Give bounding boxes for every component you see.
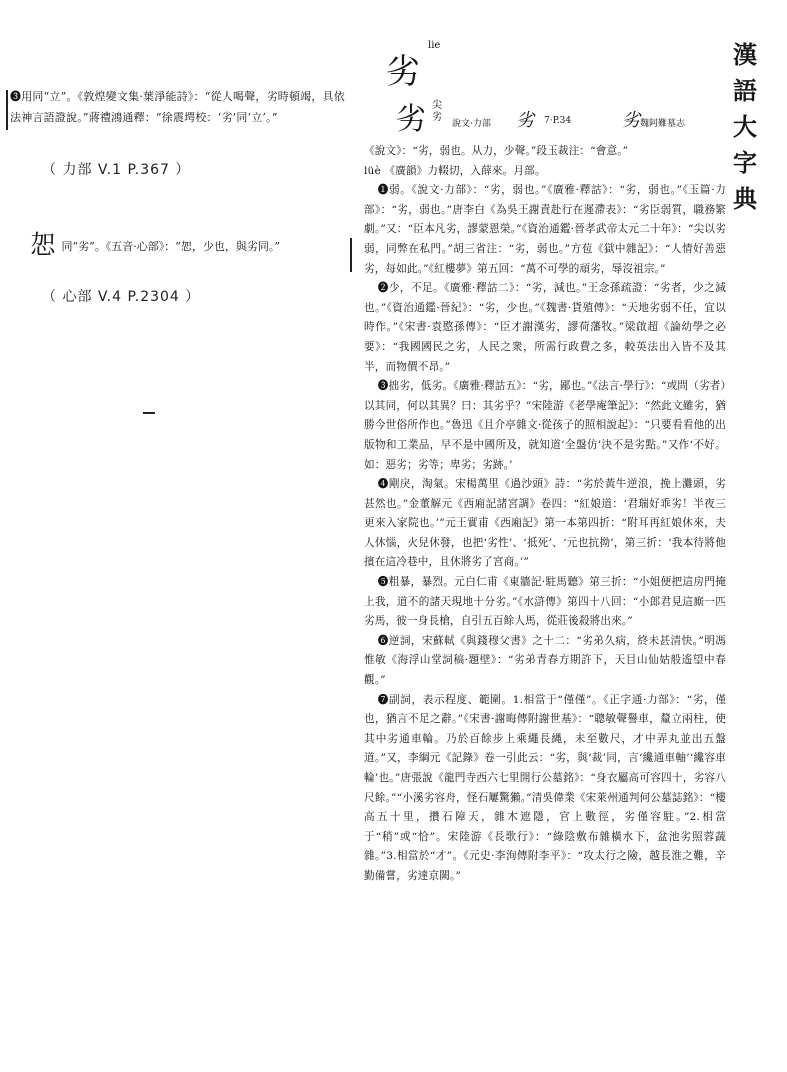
headword-second: 劣 xyxy=(396,102,426,137)
margin-line xyxy=(350,238,352,272)
clipping-xin-bu xyxy=(30,231,340,261)
source-right-ref: 魏阿難墓志 xyxy=(640,119,686,129)
title-char: 漢 xyxy=(733,40,757,69)
clipping-text-2: 同“劣”。《五音·心部》：“㤎，少也，與劣同。” xyxy=(61,240,281,253)
form-char-middle: 劣 xyxy=(516,110,534,131)
headword-vertical-label: 尖劣 xyxy=(432,100,442,123)
headword-top: 劣 xyxy=(386,52,422,92)
entry-body xyxy=(364,142,726,887)
margin-bar xyxy=(6,90,8,130)
entry-intro: 《說文》：“劣，弱也。从力，少聲。”段玉裁注：“會意。” xyxy=(364,145,629,157)
handwritten-note-li-bu: （ 力部 V.1 P.367 ） xyxy=(42,162,191,178)
source-shuowen: 說文·力部 xyxy=(452,119,491,129)
definition-7: ❼副詞，表示程度、範圍。1.相當于“僅僅”。《正字通·力部》：“劣，僅也，猶言不足之辭。”《宋書·謝晦傳附謝世基》：“聰敏聲譽車，釐立兩柱，使其中劣通車輪。乃於百餘步上乘繩長縄，未至數尺，才中弄丸並出五盤道。”又，李綱元《記錄》卷一引此云：“劣，與‘裁’同，言‘纔通車軸’‘纔容車輪’也。”唐張說《龍門寺西六七里開行公墓銘》：“身衣屬高可容四十，劣容八尺餘。”“小溪劣容舟，怪石屢驚獺。”清吳偉業《宋萊州通判何公墓誌銘》：“樓高五十里，攢石障天，雜木遮隱，官上數徑，劣僅容駐。”2.相當于“稍”或“恰”。宋陸游《長歌行》：“綠陰敷布雜橫水下，盆池劣照蓉蔬雜。”3.相當於“才”。《元史·李洵傳附李平》：“攻太行之險，越長淮之難，辛勤備嘗，劣達京闕。” xyxy=(364,693,726,882)
handwritten-note-xin-bu: （ 心部 V.4 P.2304 ） xyxy=(42,289,201,305)
entry-pronunciation: lüè 《廣韻》力輟切，入薛來。月部。 xyxy=(364,164,546,177)
title-char: 字 xyxy=(733,148,757,177)
definition-6: ❻逆詞，宋蘇軾《與錢穆父書》之十二：“劣弟久病，終未甚清快。”明馮惟敏《海浮山堂詞稿·題壁》：“劣弟青春方期許下，天目山仙姑般遙望中春觀。” xyxy=(364,634,726,687)
dash-mark xyxy=(143,412,155,414)
clipping-lie-definition xyxy=(10,86,350,128)
title-char: 語 xyxy=(733,76,757,105)
clipping-text: ❸用同“立”。《敦煌變文集·葉淨能詩》：“從人喝聲，劣時頓竭，具依法神言語證說。”蔣禮鴻通釋：“徐震堮校：‘劣’同‘立’。” xyxy=(10,90,345,124)
headword-pinyin: lie xyxy=(428,40,441,51)
headword-forms-row xyxy=(386,94,686,144)
definition-5: ❺粗暴，暴烈。元白仁甫《東牆記·駐馬聽》第三折：“小姐便把這房門掩上我，道不的諸天現地十分劣。”《水滸傳》第四十八回：“小郎君見這廝一匹劣馬，彼一身長槍，自引五百餘人馬，從莊後殺將出來。” xyxy=(364,576,726,628)
definition-3: ❸拙劣，低劣。《廣雅·釋詁五》：“劣，鄙也。”《法言·學行》：“或問（劣者）以其同，何以其異？曰：其劣乎？”宋陸游《老學庵筆記》：“然此文雖劣，猶勝今世俗所作也。”魯迅《且介亭雜文·從孩子的照相說起》：“只要看看他的出版物和工業品，早不是中國所及，就知道‘全盤仿’決不是劣點。”又作‘不好。如：惡劣；劣等；卑劣；劣跡。’ xyxy=(364,380,726,471)
dictionary-title xyxy=(730,37,760,217)
source-middle-ref: 7·P.34 xyxy=(544,116,572,126)
variant-headword: 㤎 xyxy=(30,231,57,261)
title-char: 典 xyxy=(733,184,757,213)
definition-4: ❹剛戾，淘氣。宋楊萬里《過沙頭》詩：“劣於黃牛逆浪，挽上灘頭，劣甚然也。”金董解元《西廂記諸宮調》卷四：“紅娘道：‘君瑞好乖劣！半夜三更來入家院也。’”元王實甫《西廂記》第一本第四折：“附耳再紅娘休來，夫人休惱，火兒休發，也把‘劣性’、‘抵死’、‘元也抗拗’，第三折：‘我本待將他擯在這冷巷中，且休將劣了宮商。’” xyxy=(364,478,726,569)
definition-2: ❷少，不足。《廣雅·釋詁二》：“劣，減也。”王念孫疏證：“劣者，少之減也。”《資治通鑑·晉紀》：“劣，少也。”《魏書·貨殖傳》：“天地劣弱不任，宜以時作。”《宋書·袁愍孫傳》：“臣才謝漢劣，謬荷藩牧。”梁啟超《論幼學之必要》：“我國國民之劣，人民之衆，所需行政費之多，較英法出入皆不及其半，而物價不昂。” xyxy=(364,282,726,373)
title-char: 大 xyxy=(733,112,757,141)
definition-1: ❶弱。《說文·力部》：“劣，弱也。”《廣雅·釋詁》：“劣，弱也。”《玉篇·力部》：“劣，弱也。”唐李白《為吳王謝責赴行在遲滯表》：“劣臣弱質，職務繁劇。”又：“臣本凡劣，謬蒙恩榮。”《資治通鑑·晉孝武帝太元二十年》：“尖以劣弱，同弊在私門。”胡三省注：“劣，弱也。”方苞《獄中雜記》：“人情好善惡劣，每如此。”《紅樓夢》第五回：“萬不可學的頑劣，辱沒祖宗。” xyxy=(364,184,726,275)
form-char-right: 劣 xyxy=(622,110,640,131)
